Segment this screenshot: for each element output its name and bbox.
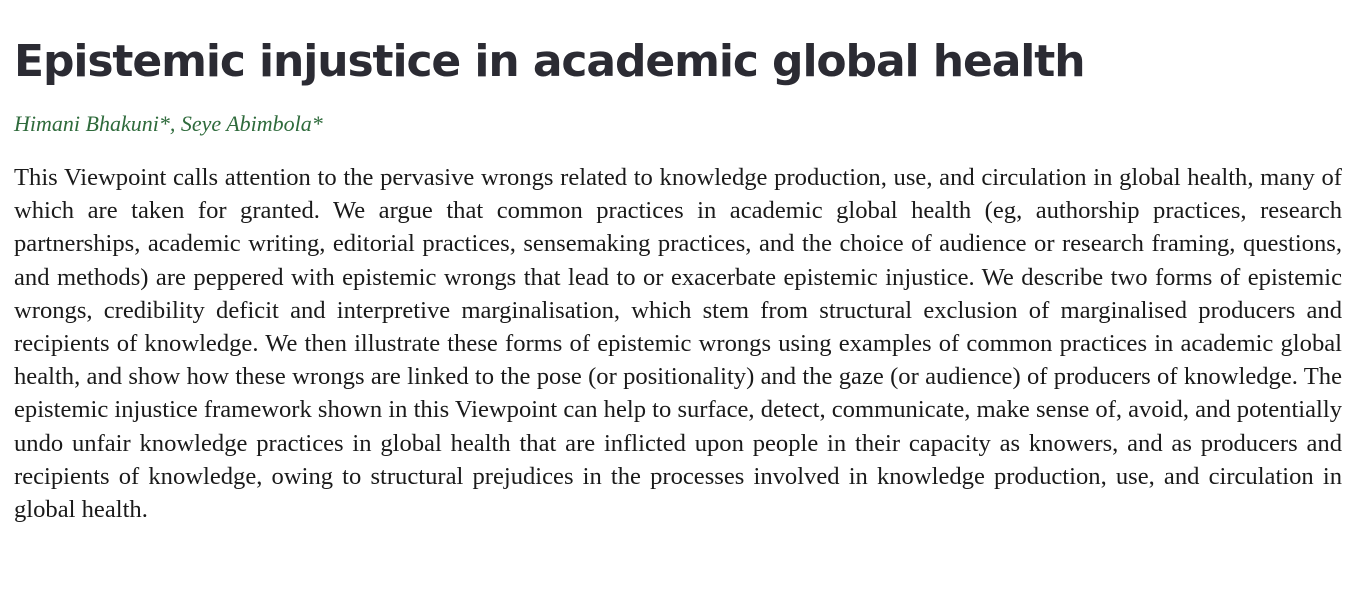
- article-authors: Himani Bhakuni*, Seye Abimbola*: [14, 111, 323, 136]
- article: [14, 0, 1342, 526]
- article-title: Epistemic injustice in academic global health: [14, 36, 1085, 87]
- article-abstract: This Viewpoint calls attention to the pervasive wrongs related to knowledge production, use, and circulation in global health, many of which are taken for granted. We argue that common practices in academic global health (eg, authorship practices, research partnerships, academic writing, editorial practices, sensemaking practices, and the choice of audience or research framing, questions, and methods) are peppered with epistemic wrongs that lead to or exacerbate epistemic injustice. We describe two forms of epistemic wrongs, credibility deficit and interpretive marginalisation, which stem from structural exclusion of marginalised producers and recipients of knowledge. We then illustrate these forms of epistemic wrongs using examples of common practices in academic global health, and show how these wrongs are linked to the pose (or positionality) and the gaze (or audience) of producers of knowledge. The epistemic injustice framework shown in this Viewpoint can help to surface, detect, communicate, make sense of, avoid, and potentially undo unfair knowledge practices in global health that are inflicted upon people in their capacity as knowers, and as producers and recipients of knowledge, owing to structural prejudices in the processes involved in knowledge production, use, and circulation in global health.: [14, 164, 1342, 524]
